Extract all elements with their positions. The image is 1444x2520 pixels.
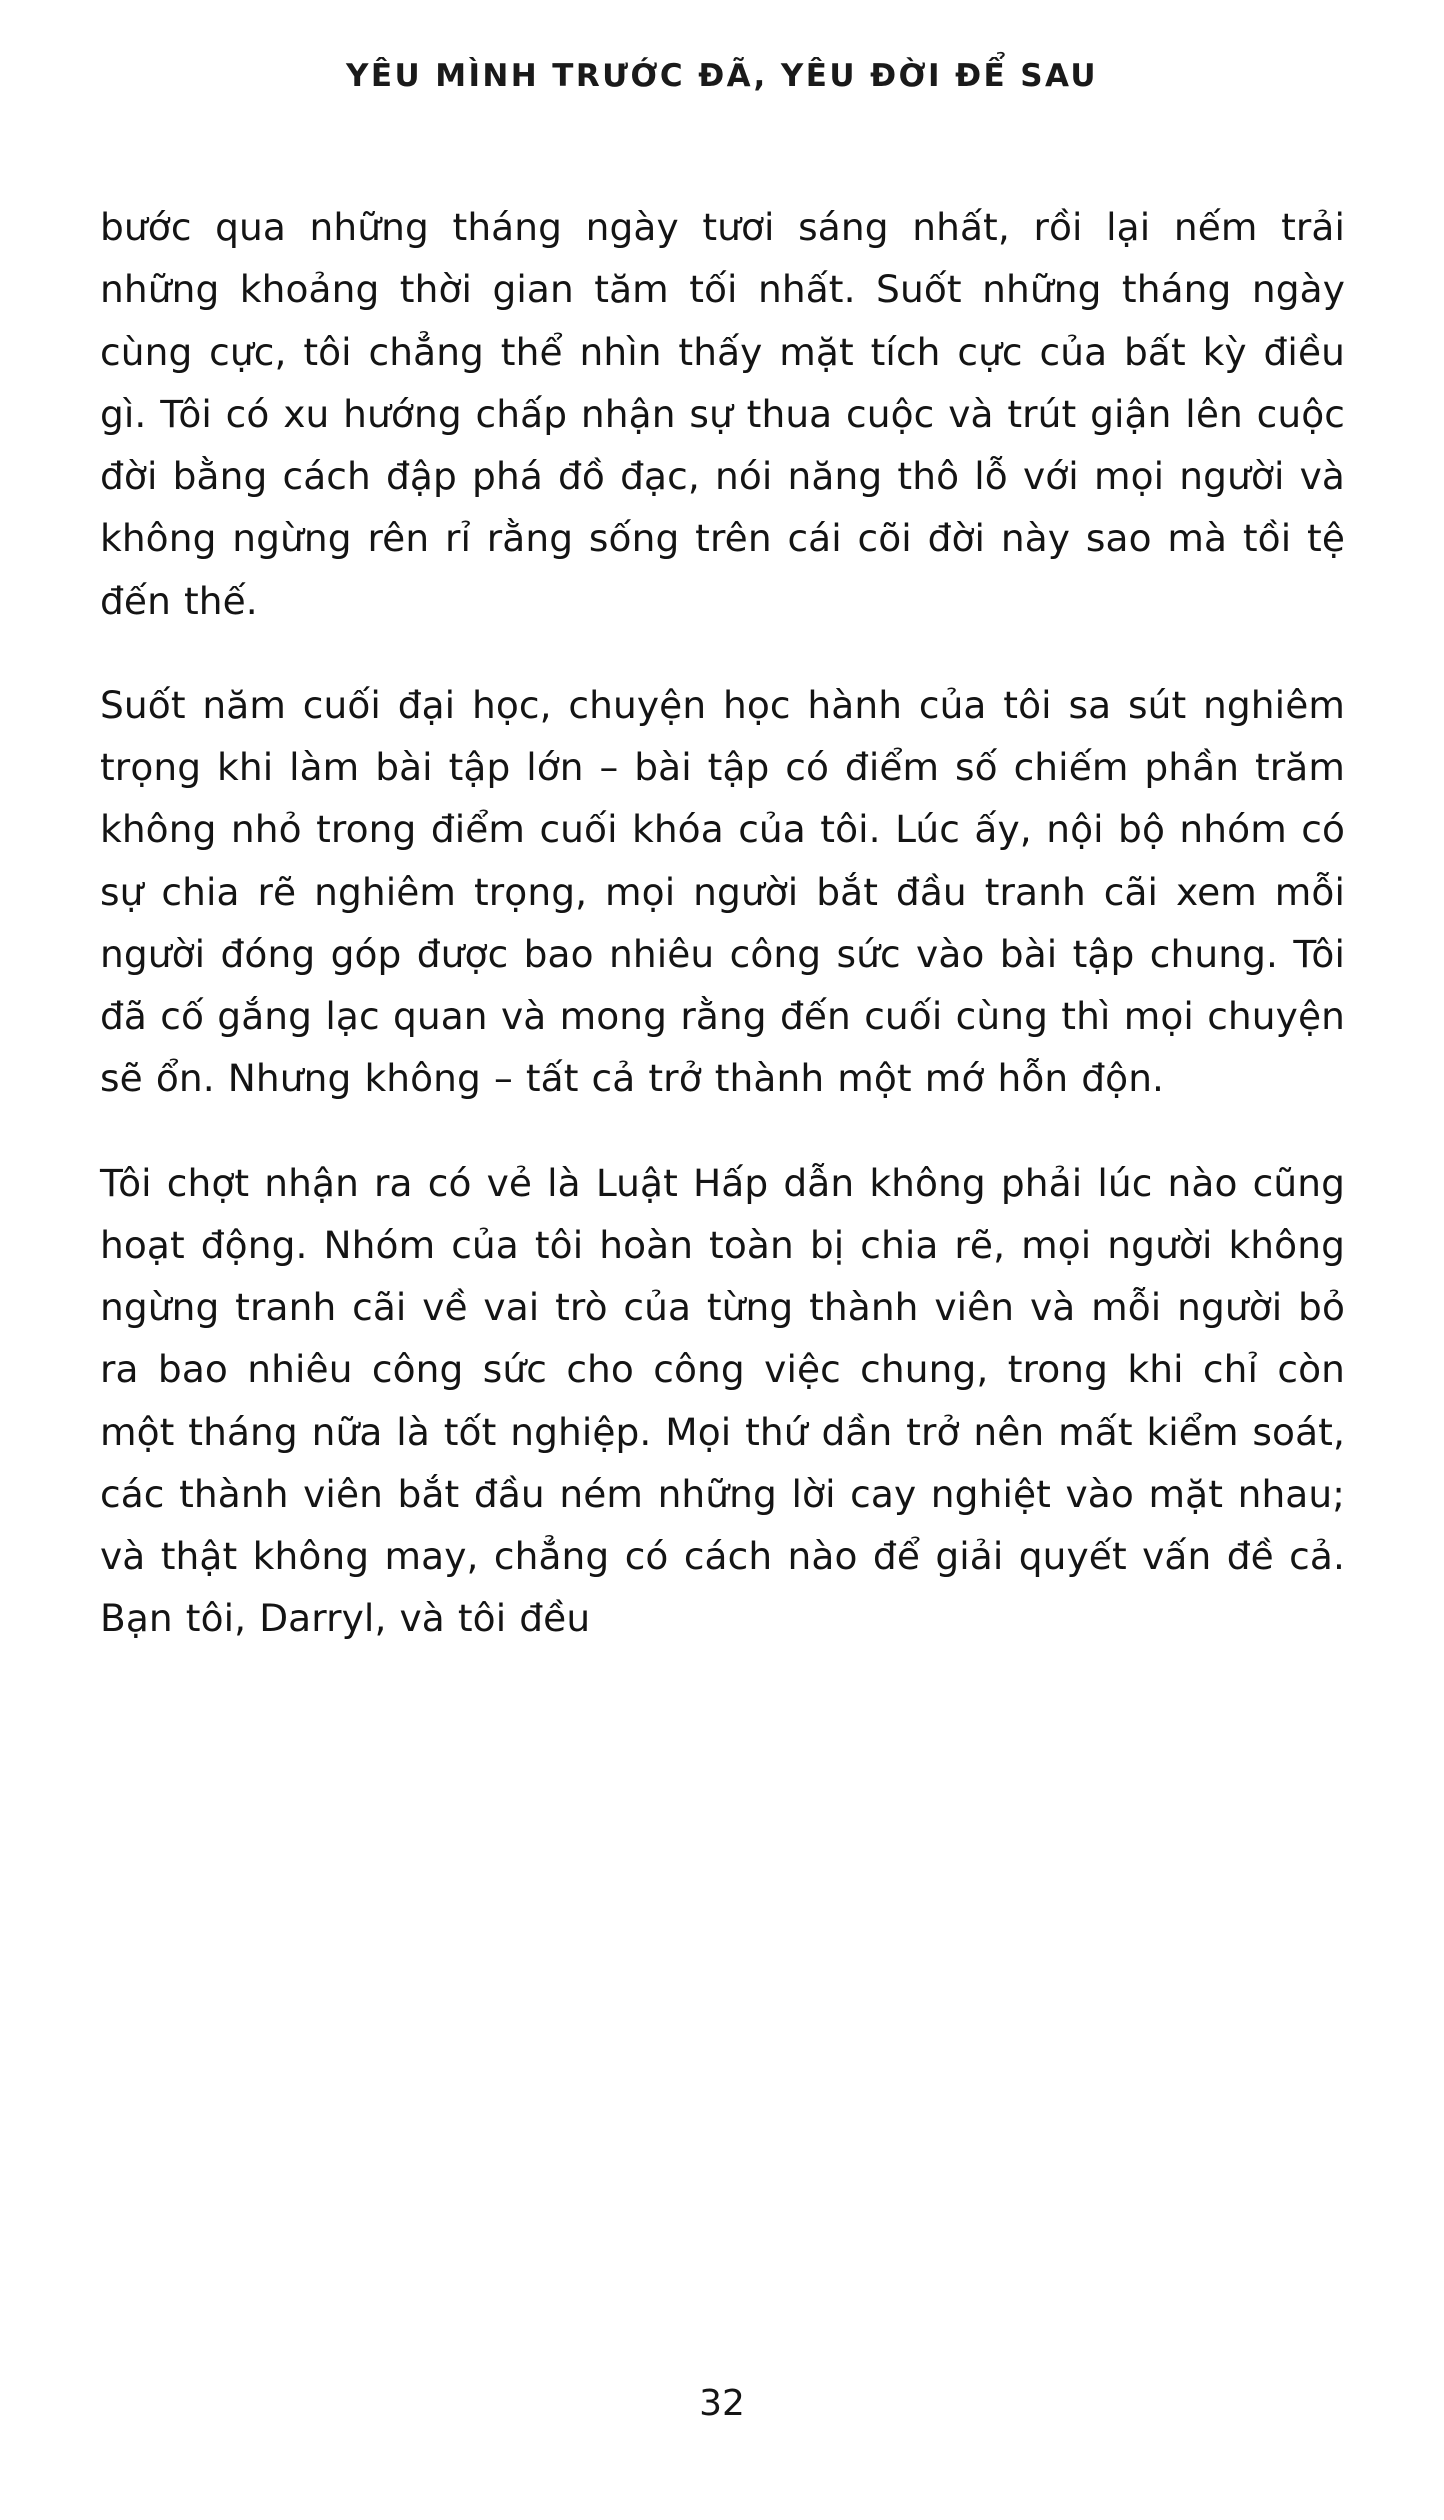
paragraph: Tôi chợt nhận ra có vẻ là Luật Hấp dẫn không phải lúc nào cũng hoạt động. Nhóm của tôi hoàn toàn bị chia rẽ, mọi người không ngừng tranh cãi về vai trò của từng thành viên và mỗi người bỏ ra bao nhiêu công sức cho công việc chung, trong khi chỉ còn một tháng nữa là tốt nghiệp. Mọi thứ dần trở nên mất kiểm soát, các thành viên bắt đầu ném những lời cay nghiệt vào mặt nhau; và thật không may, chẳng có cách nào để giải quyết vấn đề cả. Bạn tôi, Darryl, và tôi đều [100,1160,1345,1641]
body-text [100,196,1345,1650]
paragraph: Suốt năm cuối đại học, chuyện học hành của tôi sa sút nghiêm trọng khi làm bài tập lớn – bài tập có điểm số chiếm phần trăm không nhỏ trong điểm cuối khóa của tôi. Lúc ấy, nội bộ nhóm có sự chia rẽ nghiêm trọng, mọi người bắt đầu tranh cãi xem mỗi người đóng góp được bao nhiêu công sức vào bài tập chung. Tôi đã cố gắng lạc quan và mong rằng đến cuối cùng thì mọi chuyện sẽ ổn. Nhưng không – tất cả trở thành một mớ hỗn độn. [100,682,1345,1101]
running-head: YÊU MÌNH TRƯỚC ĐÃ, YÊU ĐỜI ĐỂ SAU [346,58,1098,94]
paragraph: bước qua những tháng ngày tươi sáng nhất, rồi lại nếm trải những khoảng thời gian tăm tối nhất. Suốt những tháng ngày cùng cực, tôi chẳng thể nhìn thấy mặt tích cực của bất kỳ điều gì. Tôi có xu hướng chấp nhận sự thua cuộc và trút giận lên cuộc đời bằng cách đập phá đồ đạc, nói năng thô lỗ với mọi người và không ngừng rên rỉ rằng sống trên cái cõi đời này sao mà tồi tệ đến thế. [100,205,1345,623]
page-number: 32 [699,2383,745,2424]
